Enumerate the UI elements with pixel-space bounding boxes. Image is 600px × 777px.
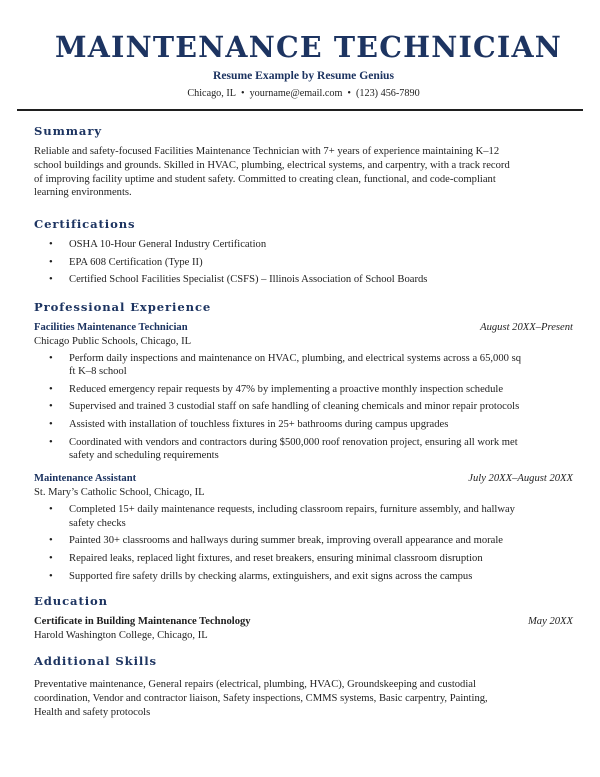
list-item [34,383,529,396]
section-title-experience: Professional Experience [34,299,212,314]
education-section [34,593,573,643]
header-divider [17,109,583,111]
contact-email[interactable]: yourname@email.com [249,88,343,99]
job-bullets [34,503,573,583]
certification-text: EPA 608 Certification (Type II) [69,256,203,268]
contact-line [34,87,573,101]
bullet-icon: • [49,274,53,286]
list-item [34,503,529,530]
section-title-summary: Summary [34,124,102,138]
certifications-list [34,238,573,287]
job-title: Maintenance Assistant [34,473,137,485]
skills-text: Preventative maintenance, General repairs (electrical, plumbing, HVAC), Groundskeeping and custodial coordination, Vendor and contractor liaison, Safety inspections, CMMS systems, Basic carpentry, Painting, Health and safety protocols [34,678,488,718]
list-item [34,400,529,413]
bullet-icon: • [49,552,53,564]
bullet-text: Assisted with installation of touchless fixtures in 25+ bathrooms during campus upgrades [69,418,449,430]
job-header [34,472,573,486]
job-date: August 20XX–Present [480,321,573,333]
section-title-certifications: Certifications [34,217,136,232]
certification-text: Certified School Facilities Specialist (CSFS) – Illinois Association of School Boards [69,274,428,286]
bullet-icon: • [49,418,53,430]
education-school: Harold Washington College, Chicago, IL [34,629,208,641]
job-title: Facilities Maintenance Technician [34,321,188,333]
list-item [34,352,529,379]
skills-section [34,653,573,719]
experience-section [34,299,573,583]
contact-separator: • [241,88,245,99]
education-date: May 20XX [527,615,573,627]
list-item [34,238,529,251]
candidate-title: MAINTENANCE TECHNICIAN [54,30,563,64]
bullet-text: Painted 30+ classrooms and hallways during summer break, improving overall appearance and morale [69,535,504,547]
list-item [34,570,529,583]
bullet-icon: • [49,352,53,364]
list-item [34,418,529,431]
certification-text: OSHA 10-Hour General Industry Certification [69,239,267,251]
list-item [34,534,529,547]
job-entry [34,321,573,463]
bullet-text: Reduced emergency repair requests by 47% by implementing a proactive monthly inspection schedule [69,383,504,395]
bullet-text: Repaired leaks, replaced light fixtures, and reset breakers, ensuring minimal classroom disruption [69,552,483,564]
education-degree: Certificate in Building Maintenance Technology [34,615,251,627]
bullet-icon: • [49,535,53,547]
summary-section [34,123,573,200]
list-item [34,256,529,269]
list-item [34,552,529,565]
certifications-section [34,216,573,287]
job-header [34,321,573,335]
job-bullets [34,352,573,463]
contact-phone[interactable]: (123) 456-7890 [356,88,420,99]
bullet-icon: • [49,570,53,582]
bullet-icon: • [49,239,53,251]
summary-text: Reliable and safety-focused Facilities Maintenance Technician with 7+ years of experience maintaining K–12 school buildings and grounds. Skilled in HVAC, plumbing, electrical systems, and carpentry, with a track record of improving facility uptime and student safety. Committed to creating clean, functional, and code-compliant learning environments. [34,146,510,199]
bullet-text: Supervised and trained 3 custodial staff on safe handling of cleaning chemicals and minor repair protocols [69,401,520,413]
contact-separator: • [347,88,351,99]
resume-subtitle: Resume Example by Resume Genius [213,69,394,82]
job-organization: St. Mary’s Catholic School, Chicago, IL [34,487,205,499]
education-header [34,615,573,629]
bullet-text: Supported fire safety drills by checking alarms, extinguishers, and exit signs across the campus [69,570,473,582]
bullet-icon: • [49,436,53,448]
bullet-icon: • [49,383,53,395]
bullet-text: Completed 15+ daily maintenance requests, including classroom repairs, furniture assembly, and hallway safety checks [69,504,515,529]
bullet-icon: • [49,401,53,413]
job-organization: Chicago Public Schools, Chicago, IL [34,335,192,347]
job-entry [34,472,573,583]
list-item [34,273,529,286]
bullet-text: Coordinated with vendors and contractors during $500,000 roof renovation project, ensuring all work met safety and scheduling requirements [69,436,518,461]
section-title-education: Education [34,593,108,608]
job-date: July 20XX–August 20XX [468,473,573,485]
bullet-text: Perform daily inspections and maintenance on HVAC, plumbing, and electrical systems across a 65,000 sq ft K–8 school [69,352,522,378]
bullet-icon: • [49,256,53,268]
resume-header [34,0,573,111]
section-title-skills: Additional Skills [34,653,157,668]
list-item [34,436,529,463]
contact-location: Chicago, IL [187,88,236,99]
bullet-icon: • [49,504,53,516]
